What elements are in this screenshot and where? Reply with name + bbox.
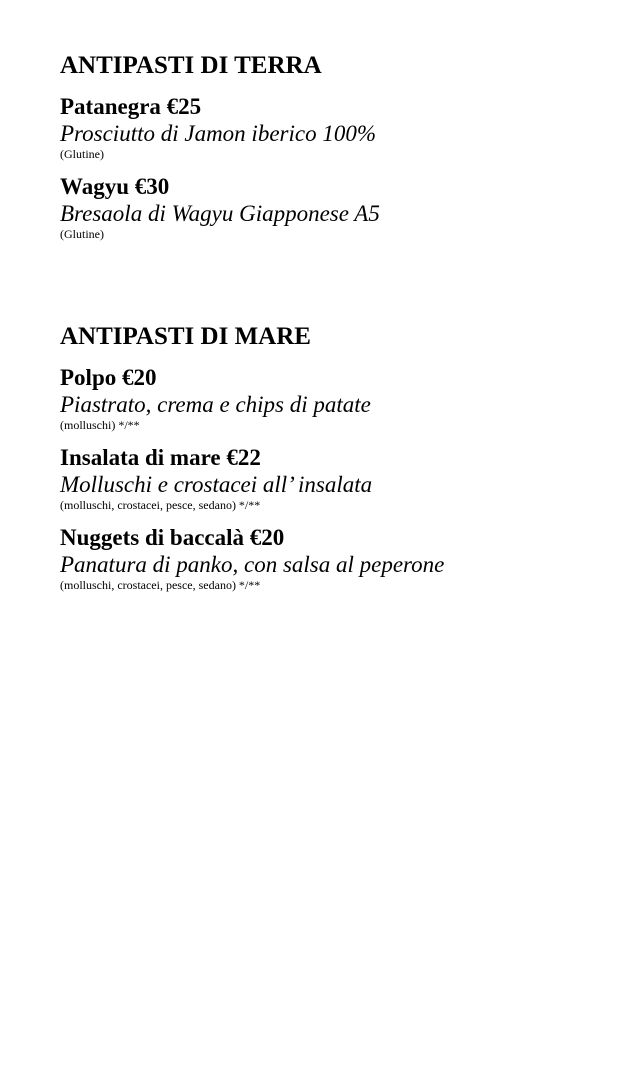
dish-price: €30 (134, 174, 170, 199)
dish-name: Patanegra (60, 94, 161, 119)
menu-section-antipasti-di-terra (60, 51, 610, 241)
dish-description: Molluschi e crostacei all’ insalata (60, 472, 373, 497)
dish-name: Nuggets di baccalà (60, 525, 244, 550)
dish-name: Insalata di mare (60, 445, 221, 470)
menu-item-insalata-di-mare (60, 444, 610, 512)
menu-section-antipasti-di-mare (60, 322, 610, 592)
dish-price: €20 (121, 365, 157, 390)
dish-name-line (60, 173, 610, 201)
dish-allergens: (Glutine) (60, 147, 104, 161)
dish-allergens: (molluschi, crostacei, pesce, sedano) */** (60, 498, 261, 512)
dish-description: Piastrato, crema e chips di patate (60, 392, 371, 417)
dish-name-line (60, 364, 610, 392)
dish-allergens: (Glutine) (60, 227, 104, 241)
menu-item-patanegra (60, 93, 610, 161)
dish-description: Bresaola di Wagyu Giapponese A5 (60, 201, 380, 226)
dish-price: €25 (166, 94, 202, 119)
section-title-mare: ANTIPASTI DI MARE (60, 323, 311, 350)
dish-price: €20 (249, 525, 285, 550)
menu-item-nuggets-di-baccala (60, 524, 610, 592)
dish-description: Prosciutto di Jamon iberico 100% (60, 121, 376, 146)
dish-price: €22 (226, 445, 261, 470)
section-title-terra: ANTIPASTI DI TERRA (60, 52, 322, 79)
dish-allergens: (molluschi) */** (60, 418, 140, 432)
dish-name-line (60, 93, 610, 121)
menu-item-polpo (60, 364, 610, 432)
dish-name-line (60, 524, 610, 552)
dish-name: Wagyu (60, 174, 130, 199)
dish-name: Polpo (60, 365, 117, 390)
dish-name-line (60, 444, 610, 472)
dish-description: Panatura di panko, con salsa al peperone (60, 552, 445, 577)
menu-item-wagyu (60, 173, 610, 241)
dish-allergens: (molluschi, crostacei, pesce, sedano) */** (60, 578, 261, 592)
